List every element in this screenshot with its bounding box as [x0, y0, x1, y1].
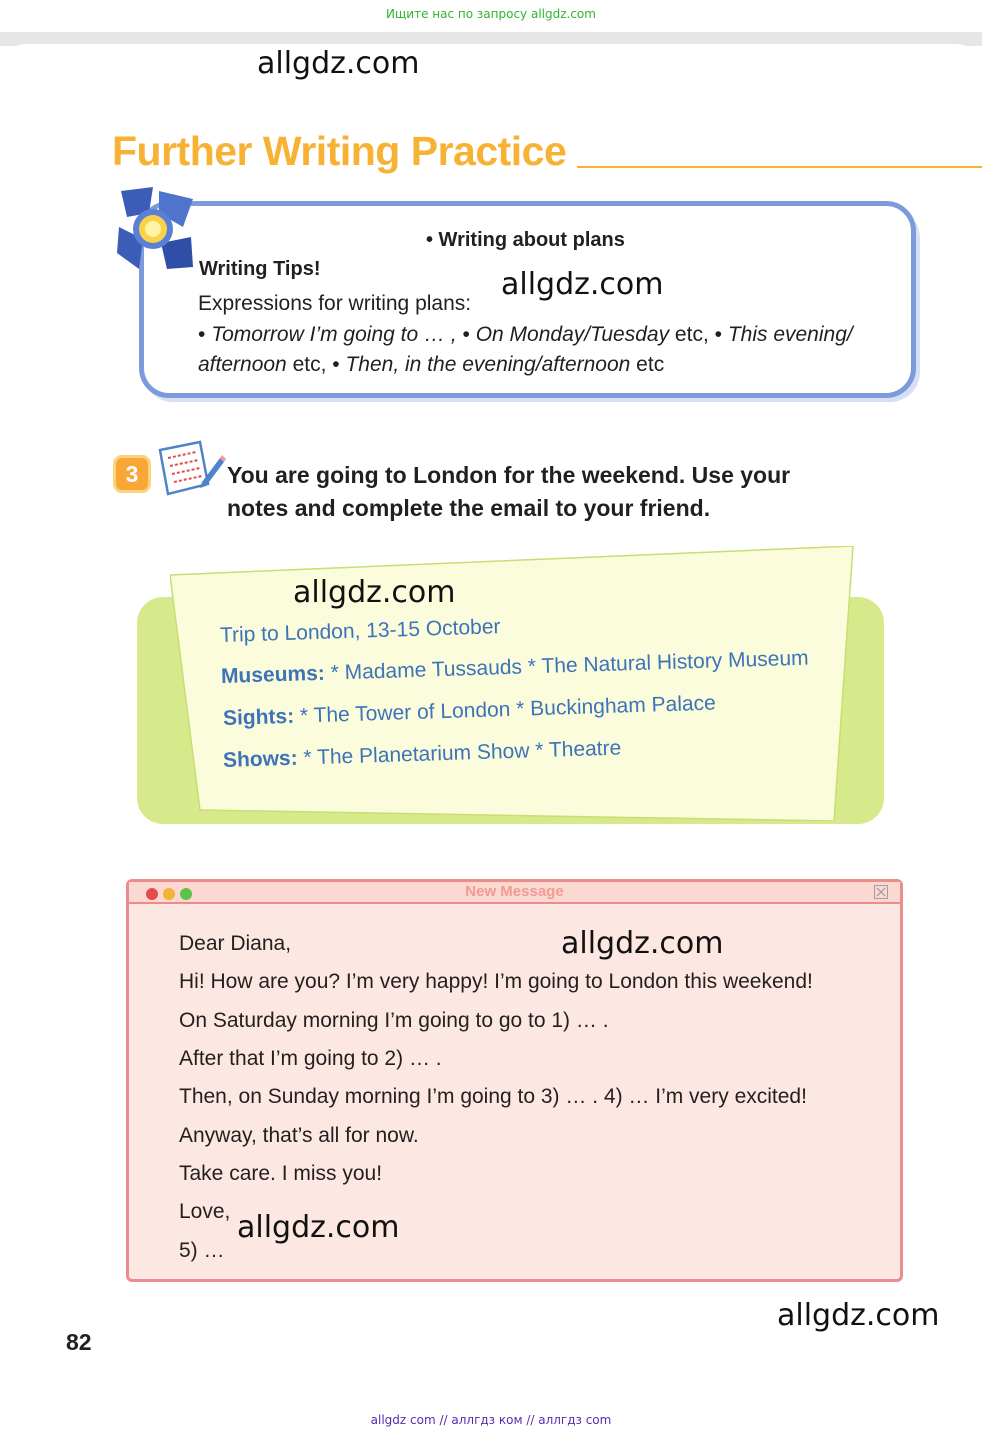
tips-expressions-line-1	[198, 323, 853, 347]
task-number-badge: 3	[113, 455, 151, 493]
email-line: Hi! How are you? I’m very happy! I’m going to London this weekend!	[179, 970, 813, 993]
tips-text-segment: •	[198, 323, 212, 346]
watermark: allgdz.com	[257, 46, 420, 81]
footer-links[interactable]: allgdz com // аллгдз ком // аллгдз com	[370, 1413, 612, 1427]
tips-text-segment: etc, •	[669, 323, 728, 346]
page-number: 82	[66, 1329, 92, 1355]
notes-row-items: * The Tower of London * Buckingham Palace	[299, 691, 717, 728]
watermark: allgdz.com	[293, 575, 456, 610]
tips-text-segment: etc, •	[286, 353, 346, 376]
watermark: allgdz.com	[501, 267, 664, 302]
watermark: allgdz.com	[561, 926, 724, 961]
email-line: Dear Diana,	[179, 932, 292, 955]
tips-text-segment: This evening/	[727, 323, 853, 346]
notes-row-items: * The Planetarium Show * Theatre	[303, 736, 622, 770]
tips-subheading: Writing Tips!	[199, 258, 321, 280]
email-line: Take care. I miss you!	[179, 1162, 383, 1185]
section-title: Further Writing Practice	[112, 128, 567, 174]
title-rule	[577, 166, 982, 168]
spotlight-icon	[113, 183, 197, 273]
watermark: allgdz.com	[777, 1298, 940, 1333]
writing-paper-pencil-icon	[156, 440, 226, 496]
notes-title: Trip to London, 13-15 October	[219, 615, 501, 647]
tips-intro: Expressions for writing plans:	[198, 292, 472, 315]
top-banner[interactable]: Ищите нас по запросу allgdz.com	[386, 7, 596, 21]
tips-expressions-line-2	[198, 353, 664, 377]
notes-row-label: Museums:	[220, 661, 326, 688]
close-icon[interactable]	[874, 885, 888, 899]
tips-text-segment: Then, in the evening/afternoon	[345, 353, 631, 376]
notes-row-items: * Madame Tussauds * The Natural History Museum	[330, 646, 809, 685]
task-instruction: You are going to London for the weekend. Use your notes and complete the email to your friend.	[227, 462, 791, 521]
email-line: Anyway, that’s all for now.	[179, 1124, 419, 1147]
email-line: 5) …	[179, 1239, 225, 1262]
tips-text-segment: afternoon	[198, 353, 287, 376]
notes-row-label: Shows:	[222, 746, 298, 772]
notes-row-label: Sights:	[222, 704, 295, 730]
tips-text-segment: •	[456, 323, 476, 346]
tips-heading: • Writing about plans	[426, 229, 625, 251]
watermark: allgdz.com	[237, 1210, 400, 1245]
email-line: Then, on Sunday morning I’m going to 3) … . 4) … I’m very excited!	[179, 1085, 807, 1108]
email-line: On Saturday morning I’m going to go to 1) … .	[179, 1009, 609, 1032]
tips-text-segment: Tomorrow I’m going to … ,	[211, 323, 457, 346]
email-title-bar	[129, 882, 900, 904]
tips-text-segment: On Monday/Tuesday	[475, 323, 670, 346]
tips-text-segment: etc	[630, 353, 665, 376]
email-line: After that I’m going to 2) … .	[179, 1047, 442, 1070]
email-line: Love,	[179, 1200, 231, 1223]
email-window-title: New Message	[465, 883, 564, 900]
